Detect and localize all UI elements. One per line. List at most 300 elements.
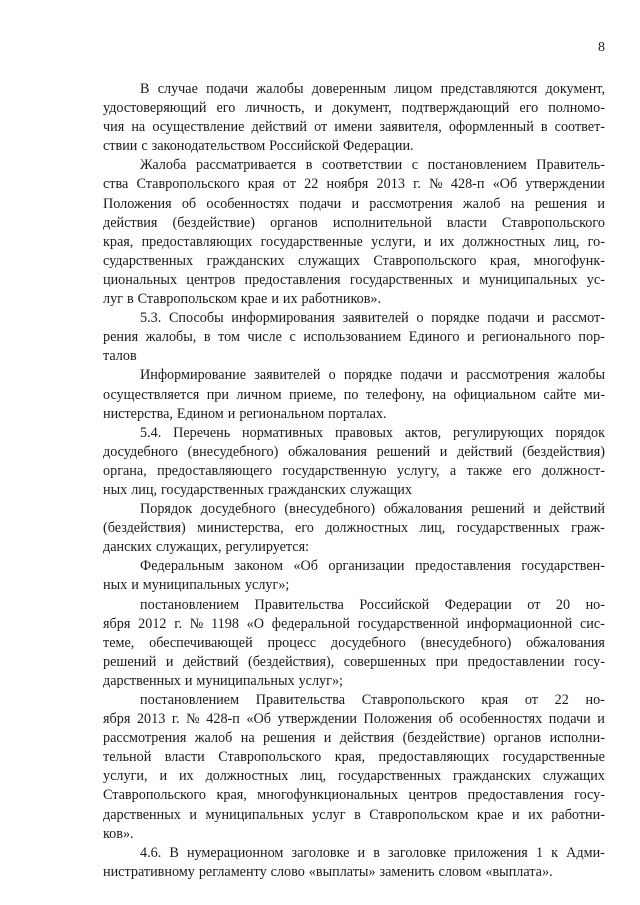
word: действий [549,501,605,518]
text-line [103,538,605,557]
word: действий [182,653,239,670]
word: органов [493,730,542,747]
word: в [126,291,134,308]
word: края, [216,787,247,804]
word: и [512,806,520,823]
word: лиц, [300,768,327,785]
word: по [343,386,359,403]
word: услуги, [103,768,148,785]
word: региональном [239,405,325,422]
word: от [282,176,296,193]
word: действий [251,119,307,136]
word: решений [103,653,157,670]
word: на [131,119,146,136]
word: утверждении [277,711,357,728]
word: исполнительной [332,214,432,231]
word: регламенту [198,863,267,880]
word: Российской [359,596,430,613]
word: также [466,462,503,479]
word: и [189,806,197,823]
word: края, [489,252,521,269]
word: государственных [338,768,442,785]
word: заменить [379,863,435,880]
word: государственных [456,520,560,537]
word: и [351,195,360,212]
word: в [540,119,548,136]
word: ми- [583,386,605,403]
word: в [305,157,313,174]
word: служащих, [155,539,222,556]
word: должност- [541,462,605,479]
text-line [103,290,605,309]
word: и [131,577,139,594]
word: доверенным [311,81,387,97]
word: (бездействие) [402,730,486,747]
word: законом [234,558,283,575]
word: правовых [334,424,393,441]
word: услуги, [371,233,416,250]
word: их [528,806,543,823]
word: регулирующих [453,424,544,441]
word: лиц, [553,233,580,250]
word: края, [103,233,134,250]
word: государственных [160,481,265,498]
word: работников». [301,291,382,308]
word: досудебного [103,443,178,460]
word: г. [174,615,183,632]
word: жалоб [462,195,501,212]
word: о [416,310,424,327]
word: постановлением [140,596,240,613]
body-text [103,80,605,882]
word: информационной [466,615,573,632]
text-line [103,806,605,825]
word: использованием [303,329,402,346]
word: Жалоба [140,157,187,174]
word: слово [270,863,305,880]
word: го- [587,233,605,250]
text-line [103,405,605,424]
word: талов [103,348,137,365]
word: 2013 [376,176,405,193]
word: муниципальных [142,577,241,594]
word: обжалования [288,443,367,460]
word: крае [476,806,504,823]
word: лицом [394,81,433,97]
word: края [481,692,509,708]
word: муниципальных [196,672,295,689]
word: и [450,367,459,384]
word: и [467,329,475,346]
word: личном [236,386,282,403]
word: досудебного [200,501,276,518]
text-line [103,118,605,137]
text-line [103,80,605,99]
word: Ставропольского [501,214,605,231]
word: досудебного [330,634,406,651]
word: подачи [400,367,443,384]
word: гражданских [452,768,531,785]
word: (внесудебного) [420,634,512,651]
word: полномо- [548,100,605,117]
text-line [103,214,605,233]
word: тельной [103,749,152,766]
word: дарственных [103,672,181,689]
word: «О [246,615,265,632]
word: многофунк- [533,252,605,269]
word: его [216,100,236,117]
word: обжалования [526,634,605,651]
word: Единого [408,329,460,346]
word: 22 [304,176,319,193]
word: обеспечивающей [149,634,253,651]
word: рассмотрения [103,730,187,747]
word: с [411,157,419,174]
word: «Об [492,176,518,193]
word: госу- [574,787,605,804]
word: удостоверяющий [103,100,207,117]
word: их [282,291,298,308]
word: с [289,329,296,346]
text-line [103,386,605,405]
word: Ставропольского [136,176,240,193]
word: сис- [580,615,605,632]
text-line [103,729,605,748]
word: данских [103,539,152,556]
text-line [103,328,605,347]
word: предоставления [467,787,564,804]
word: работни- [551,806,605,823]
word: обжалования [383,501,463,518]
text-line [103,500,605,519]
word: действия [339,730,395,747]
text-line [103,863,605,882]
text-line [103,634,605,653]
text-line [103,825,605,844]
word: Федеральным [140,558,225,575]
text-line [103,347,605,366]
word: «Об [246,711,271,728]
word: рассматривается [196,157,297,174]
text-line [103,195,605,214]
text-line [103,156,605,175]
word: ков». [103,825,134,842]
word: Правитель- [536,157,605,174]
text-line [103,653,605,672]
word: и [597,195,605,212]
text-line [103,710,605,729]
word: его [512,462,532,479]
word: 5.3. [140,310,162,327]
word: муниципальных [205,806,304,823]
word: ных [103,481,128,498]
word: услуг»; [244,577,290,594]
text-line [103,767,605,786]
word: Ставропольском [137,291,237,308]
word: организации [328,558,405,575]
word: Порядок [140,501,193,518]
word: края, [334,749,366,766]
word: оформленный [448,119,534,136]
word: и [165,653,174,670]
word: В [140,81,150,97]
word: и [357,844,366,861]
word: имени [334,119,373,136]
text-line [103,137,605,156]
word: Ставропольского [361,692,465,708]
word: Ставропольского [373,252,477,269]
word: и [184,672,193,689]
word: 22 [554,692,569,708]
word: заявителя, [379,119,442,136]
word: и [597,711,605,728]
word: соответствии [322,157,403,174]
word: Ставропольского [103,787,207,804]
word: 5.4. [140,424,162,441]
word: ствии [103,138,138,155]
word: (бездействия) [103,520,186,537]
word: муниципальных [479,271,578,288]
word: (бездействия) [522,443,605,460]
text-line [103,99,605,118]
word: жалоб [194,730,233,747]
word: служащих [297,252,360,269]
word: 2012 [138,615,167,632]
word: циональных [103,271,178,288]
word: рения [103,329,139,346]
word: предоставления [414,558,511,575]
word: телефону, [365,386,425,403]
word: порталах. [328,405,387,422]
word: сударственных [103,252,194,269]
word: рассмот- [552,310,605,327]
text-line [103,615,605,634]
word: ус- [586,271,605,288]
word: соответ- [554,119,605,136]
word: нормативных [242,424,324,441]
word: услугу, [396,462,440,479]
word: решений [471,501,525,518]
word: В [169,844,179,861]
text-line [103,576,605,595]
word: Адми- [566,844,605,861]
word: (внесудебного) [187,443,279,460]
word: регулируется: [225,539,310,556]
word: их [178,768,194,785]
word: от [527,596,541,613]
word: услуг»; [298,672,343,689]
word: предоставления [244,271,341,288]
word: постановлением [427,157,527,174]
word: нистерства, [103,405,173,422]
word: центров [186,271,236,288]
word: Способы [168,310,224,327]
word: и [323,730,332,747]
text-line [103,424,605,443]
word: Правительства [254,596,344,613]
word: процесс [267,634,317,651]
word: порядке [343,367,393,384]
word: должностных [205,768,289,785]
word: 4.6. [140,844,162,861]
word: жалобы [256,81,304,97]
word: о [328,367,336,384]
word: при [435,653,458,670]
word: нистративному [103,863,195,880]
word: 1 [535,844,544,861]
word: об [181,195,197,212]
word: в [373,844,380,861]
word: и [533,501,541,518]
word: (бездействие) [172,214,255,231]
text-line [103,233,605,252]
word: и [159,768,168,785]
word: об [438,711,453,728]
word: порядке [431,310,480,327]
word: крае [240,291,268,308]
word: действий [457,443,513,460]
page-number: 8 [598,40,605,55]
text-line [103,252,605,271]
word: числе [247,329,282,346]
word: словом [438,863,482,880]
word: 1198 [211,615,239,632]
word: государственных [349,271,453,288]
word: ября [103,615,131,632]
word: их [439,233,455,250]
word: и [439,443,448,460]
word: документ, [332,100,392,117]
word: представляются [440,81,538,97]
word: центров [408,787,458,804]
word: а [449,462,457,479]
word: к [551,844,559,861]
word: заявителей [254,367,321,384]
word: Российской [269,138,340,155]
word: подачи [548,711,591,728]
word: государственные [502,749,605,766]
word: нумерационном [186,844,284,861]
word: чия [103,119,125,136]
word: и [227,405,236,422]
word: порядок [555,424,605,441]
word: многофункциональных [257,787,398,804]
word: заголовке [388,844,447,861]
word: гражданских [206,252,285,269]
word: власти [446,214,487,231]
word: 428-п [206,711,240,728]
word: (бездействия), [247,653,335,670]
word: и [536,310,545,327]
word: от [524,692,538,708]
word: жалобы [557,367,605,384]
word: гражданских [268,481,346,498]
word: и [271,291,279,308]
word: осуществляется [103,386,200,403]
word: официальном [453,386,537,403]
word: предоставляющих [378,749,490,766]
word: № [186,711,200,728]
word: и [423,233,432,250]
word: г. [413,176,421,193]
text-line [103,557,605,576]
word: луг [103,291,123,308]
word: и [314,100,323,117]
text-line [103,691,605,710]
word: дарственных [103,806,181,823]
word: ных [103,577,128,594]
word: и [462,271,470,288]
word: государственную [282,462,387,479]
word: законодательством [151,138,266,155]
word: ства [103,176,129,193]
text-line [103,481,605,500]
word: «выплаты» [308,863,376,880]
word: рассмотрения [369,195,453,212]
text-line [103,175,605,194]
word: края [247,176,275,193]
word: Перечень [173,424,231,441]
word: подачи [487,310,530,327]
word: актов, [404,424,442,441]
word: должностных [325,520,409,537]
word: решения [263,730,316,747]
word: информирования [231,310,335,327]
text-line [103,844,605,863]
word: документ, [545,81,605,97]
word: подачи [299,195,342,212]
word: сайте [543,386,577,403]
word: госу- [574,653,605,670]
word: Федерации. [343,138,414,155]
word: рассмотрения [466,367,550,384]
word: услуг [312,806,346,823]
word: федеральной [271,615,350,632]
word: предоставлении [467,653,565,670]
word: от [314,119,328,136]
word: государствен- [521,558,605,575]
word: теме, [103,634,135,651]
word: государственные [260,233,363,250]
word: случае [157,81,198,97]
word: служащих [349,481,412,498]
word: особенностях [206,195,290,212]
word: г. [171,711,180,728]
word: подтверждающий [401,100,510,117]
word: решения [534,195,588,212]
word: том [218,329,240,346]
word: заголовке [291,844,350,861]
word: при [206,386,229,403]
word: Положения [103,195,172,212]
word: предоставляющего [157,462,273,479]
word: осуществление [152,119,245,136]
word: приеме, [288,386,337,403]
word: заявителей [342,310,409,327]
text-line [103,366,605,385]
word: должностных [462,233,546,250]
text-line [103,519,605,538]
word: Ставропольском [369,806,469,823]
word: Федерации [444,596,512,613]
word: органа, [103,462,147,479]
word: Ставропольского [218,749,322,766]
word: решений [376,443,431,460]
word: Едином [176,405,224,422]
word: на [510,195,525,212]
word: ноября [326,176,369,193]
word: № [189,615,204,632]
